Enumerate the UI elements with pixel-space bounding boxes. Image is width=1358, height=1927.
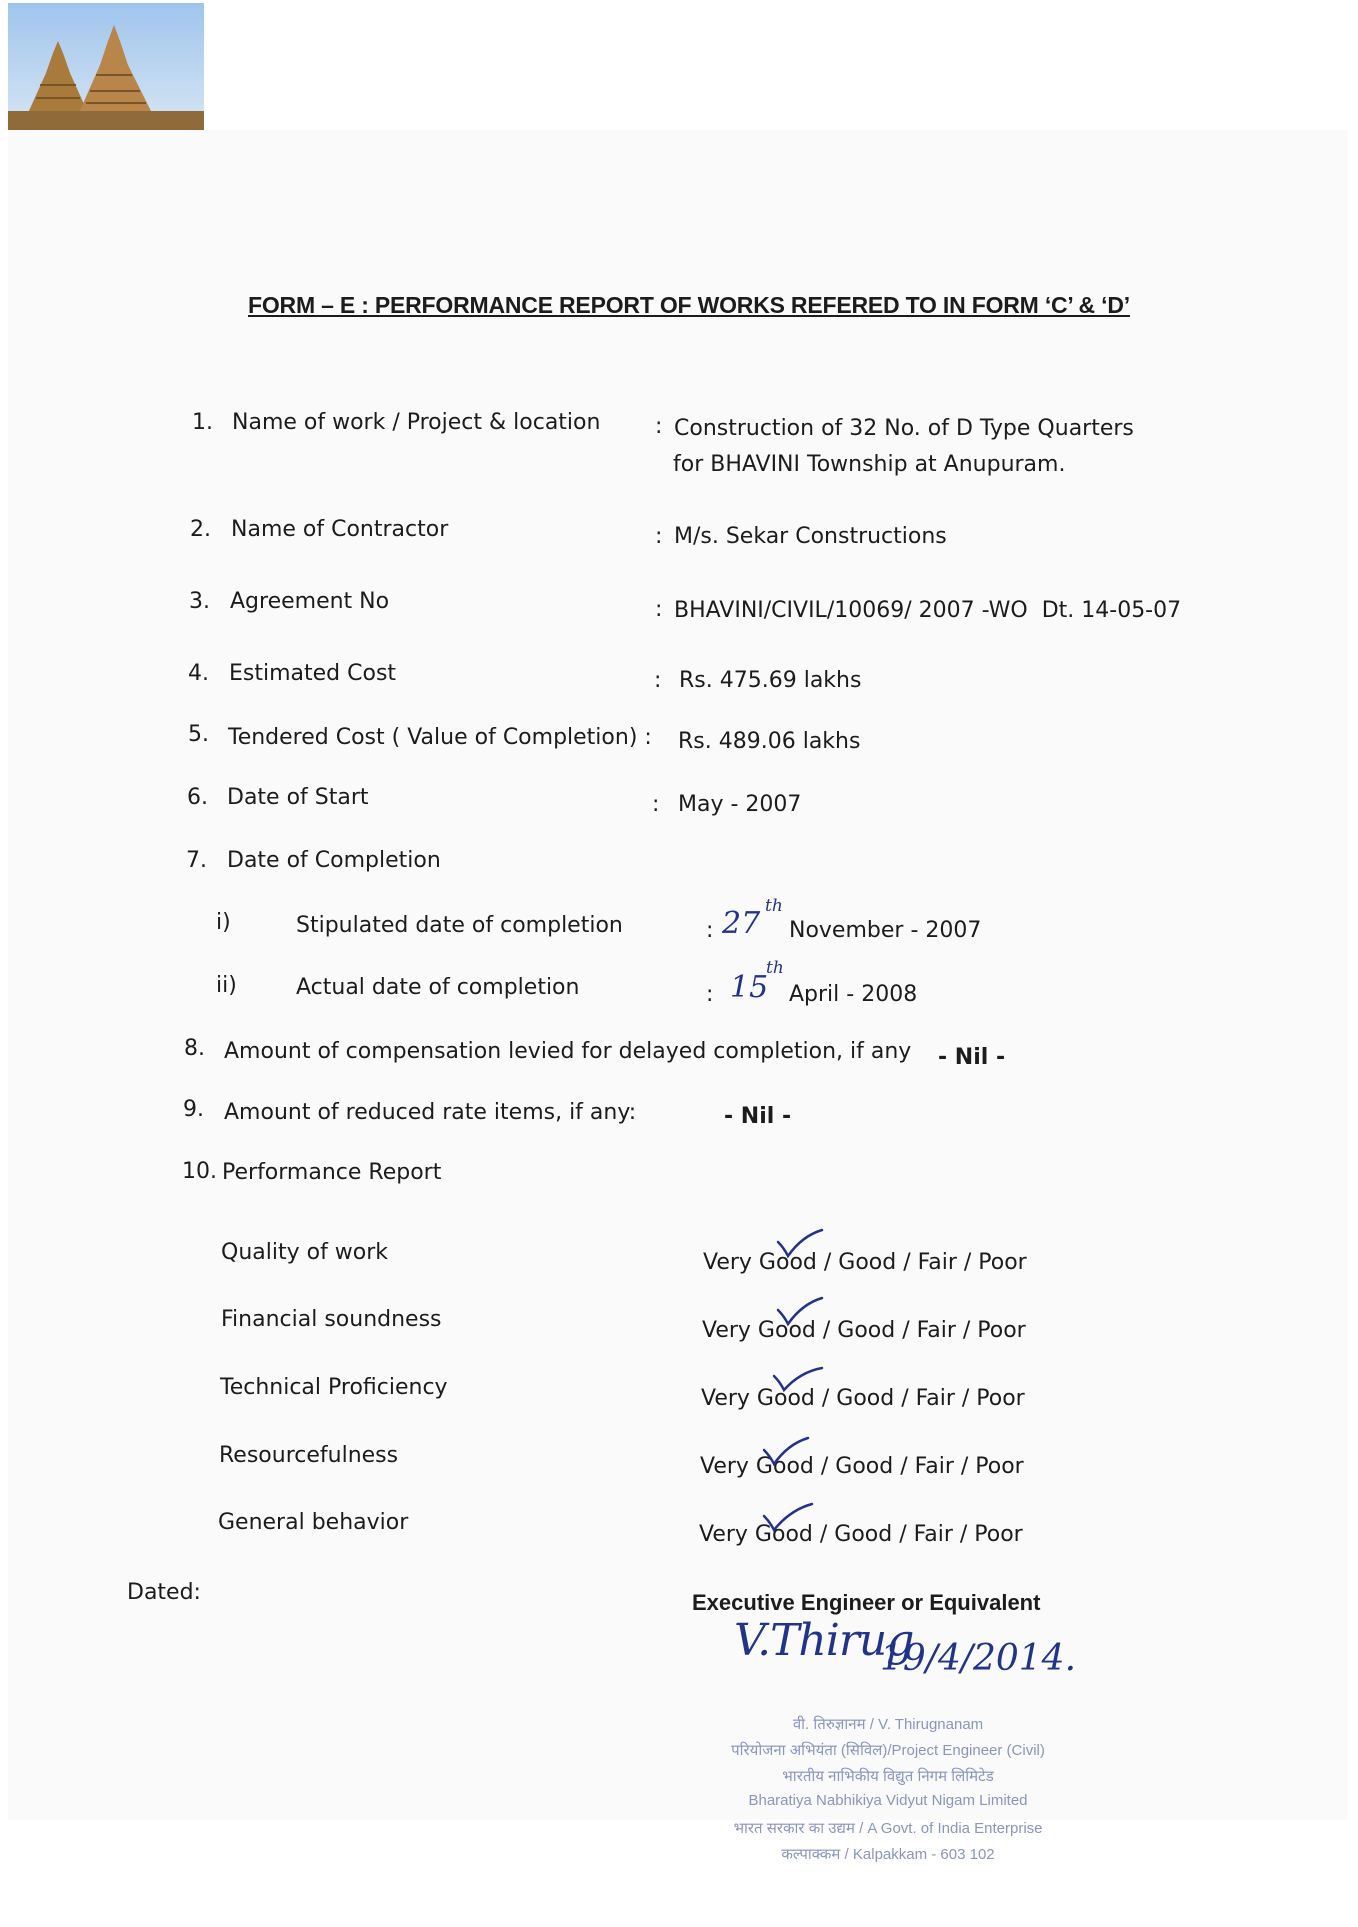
signature-date: 19/4/2014. <box>880 1638 1077 1679</box>
actual-label: Actual date of completion <box>296 975 580 1000</box>
shore-temple-logo <box>8 3 204 130</box>
performance-label-resourcefulness: Resourcefulness <box>219 1443 399 1468</box>
item-7-number: 7. <box>186 848 207 873</box>
stipulated-label: Stipulated date of completion <box>296 913 623 938</box>
item-10-number: 10. <box>182 1159 217 1184</box>
item-7-label: Date of Completion <box>227 848 441 873</box>
dated-label: Dated: <box>127 1580 201 1605</box>
signature-text: V.Thirug <box>734 1615 914 1666</box>
stipulated-number: i) <box>216 910 231 935</box>
item-10-label: Performance Report <box>222 1160 442 1185</box>
item-4-label: Estimated Cost <box>229 661 397 686</box>
check-mark-icon <box>762 1436 812 1470</box>
check-mark-icon <box>776 1296 826 1330</box>
actual-number: ii) <box>216 973 237 998</box>
item-8-label: Amount of compensation levied for delayed completion, if any <box>224 1039 912 1064</box>
item-3-number: 3. <box>189 589 210 614</box>
item-8-value: - Nil - <box>938 1045 1006 1070</box>
signatory-title: Executive Engineer or Equivalent <box>692 1590 1041 1615</box>
item-1-value-line1: Construction of 32 No. of D Type Quarters <box>674 416 1134 441</box>
item-5-label: Tendered Cost ( Value of Completion) : <box>228 725 652 750</box>
stipulated-value: November - 2007 <box>789 918 982 943</box>
stamp-line-6: कल्पाक्कम / Kalpakkam - 603 102 <box>781 1846 995 1863</box>
check-mark-icon <box>772 1364 826 1398</box>
item-5-number: 5. <box>188 722 209 747</box>
item-6-value: May - 2007 <box>678 792 802 817</box>
actual-day: 15 <box>730 970 769 1005</box>
stamp-line-1: वी. तिरुज्ञानम / V. Thirugnanam <box>792 1716 984 1733</box>
check-mark-icon <box>776 1228 826 1262</box>
item-4-value: Rs. 475.69 lakhs <box>679 668 862 693</box>
item-2-value: M/s. Sekar Constructions <box>674 524 947 549</box>
item-5-value: Rs. 489.06 lakhs <box>678 729 861 754</box>
performance-options-financial: Very Good / Good / Fair / Poor <box>702 1318 1026 1343</box>
actual-separator: : <box>706 982 714 1007</box>
stamp-line-5: भारत सरकार का उद्यम / A Govt. of India Enterprise <box>733 1820 1043 1837</box>
performance-label-behavior: General behavior <box>218 1510 409 1535</box>
item-8-number: 8. <box>184 1036 205 1061</box>
item-4-separator: : <box>654 668 662 693</box>
performance-label-financial: Financial soundness <box>221 1307 442 1332</box>
stipulated-separator: : <box>706 918 714 943</box>
item-1-separator: : <box>655 414 663 439</box>
stamp-line-4: Bharatiya Nabhikiya Vidyut Nigam Limited <box>748 1792 1028 1809</box>
stipulated-day-suffix: th <box>765 896 783 916</box>
actual-value: April - 2008 <box>789 982 918 1007</box>
item-9-label: Amount of reduced rate items, if any: <box>224 1100 637 1125</box>
item-3-value: BHAVINI/CIVIL/10069/ 2007 -WO Dt. 14-05-07 <box>674 598 1182 623</box>
item-1-value-line2: for BHAVINI Township at Anupuram. <box>673 452 1066 477</box>
item-1-number: 1. <box>192 410 213 435</box>
stamp-line-3: भारतीय नाभिकीय विद्युत निगम लिमिटेड <box>782 1768 994 1785</box>
item-6-separator: : <box>652 792 660 817</box>
item-2-label: Name of Contractor <box>231 517 449 542</box>
performance-options-quality: Very Good / Good / Fair / Poor <box>703 1250 1027 1275</box>
item-6-number: 6. <box>187 785 208 810</box>
performance-label-technical: Technical Proficiency <box>220 1375 448 1400</box>
form-title: FORM – E : PERFORMANCE REPORT OF WORKS REFERED TO IN FORM ‘C’ & ‘D’ <box>248 292 1130 318</box>
item-3-separator: : <box>655 597 663 622</box>
item-2-separator: : <box>655 524 663 549</box>
item-6-label: Date of Start <box>227 785 369 810</box>
form-page <box>8 130 1348 1820</box>
item-9-value: - Nil - <box>724 1104 792 1129</box>
item-9-number: 9. <box>183 1097 204 1122</box>
performance-label-quality: Quality of work <box>221 1240 389 1265</box>
item-4-number: 4. <box>188 661 209 686</box>
stipulated-day: 27 <box>722 906 761 941</box>
actual-day-suffix: th <box>766 958 784 978</box>
item-1-label: Name of work / Project & location <box>232 410 601 435</box>
performance-options-behavior: Very Good / Good / Fair / Poor <box>699 1522 1023 1547</box>
performance-options-resourcefulness: Very Good / Good / Fair / Poor <box>700 1454 1024 1479</box>
item-2-number: 2. <box>190 517 211 542</box>
check-mark-icon <box>762 1502 816 1536</box>
item-3-label: Agreement No <box>230 589 390 614</box>
performance-options-technical: Very Good / Good / Fair / Poor <box>701 1386 1025 1411</box>
stamp-line-2: परियोजना अभियंता (सिविल)/Project Engineer (Civil) <box>731 1742 1045 1759</box>
